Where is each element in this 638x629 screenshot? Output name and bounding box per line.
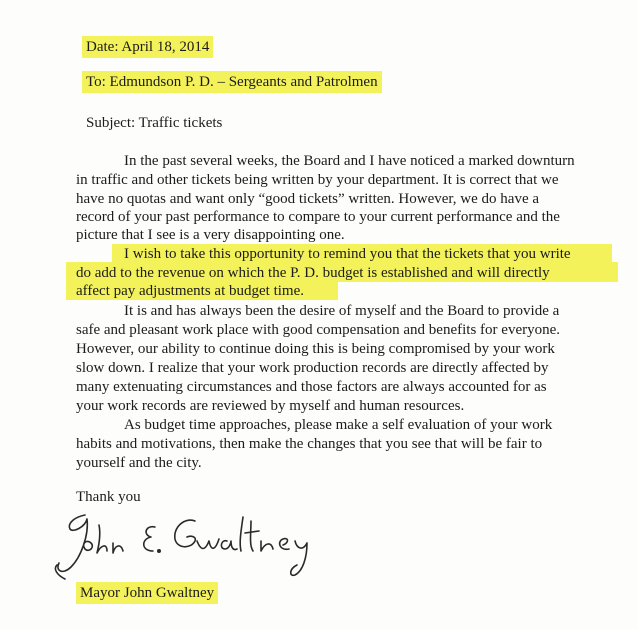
p1-line-5: picture that I see is a very disappointing one. <box>76 227 345 243</box>
signer-line <box>80 584 218 602</box>
p3-line-5: many extenuating circumstances and those factors are always accounted for as <box>76 379 547 395</box>
date-text: Date: April 18, 2014 <box>82 36 213 58</box>
date-line <box>86 38 213 56</box>
recipient-text: To: Edmundson P. D. – Sergeants and Patrolmen <box>82 71 382 93</box>
p3-line-4: slow down. I realize that your work production records are directly affected by <box>76 360 549 376</box>
p3-line-3: However, our ability to continue doing this is being compromised by your work <box>76 341 555 357</box>
p3-line-6: your work records are reviewed by myself and human resources. <box>76 398 465 414</box>
p4-line-3: yourself and the city. <box>76 455 202 471</box>
p4-line-1: As budget time approaches, please make a self evaluation of your work <box>124 417 553 433</box>
to-line <box>86 73 382 91</box>
p1-line-2: in traffic and other tickets being written by your department. It is correct that we <box>76 172 559 188</box>
p4-line-2: habits and motivations, then make the changes that you see that will be fair to <box>76 436 543 452</box>
signer-name: Mayor John Gwaltney <box>76 582 218 604</box>
p3-line-2: safe and pleasant work place with good compensation and benefits for everyone. <box>76 322 560 338</box>
closing-text: Thank you <box>76 489 141 505</box>
p3-line-1: It is and has always been the desire of myself and the Board to provide a <box>124 303 560 319</box>
subject-line: Subject: Traffic tickets <box>86 115 223 131</box>
p1-line-1: In the past several weeks, the Board and I have noticed a marked downturn <box>124 153 575 169</box>
p2-line-2: do add to the revenue on which the P. D. budget is established and will directly <box>76 265 550 281</box>
signature-image <box>45 505 335 585</box>
p1-line-3: have no quotas and want only “good tickets” written. However, we do have a <box>76 191 540 207</box>
p2-line-1: I wish to take this opportunity to remind you that the tickets that you write <box>124 246 571 262</box>
p1-line-4: record of your past performance to compare to your current performance and the <box>76 209 560 225</box>
p2-line-3: affect pay adjustments at budget time. <box>76 283 304 299</box>
